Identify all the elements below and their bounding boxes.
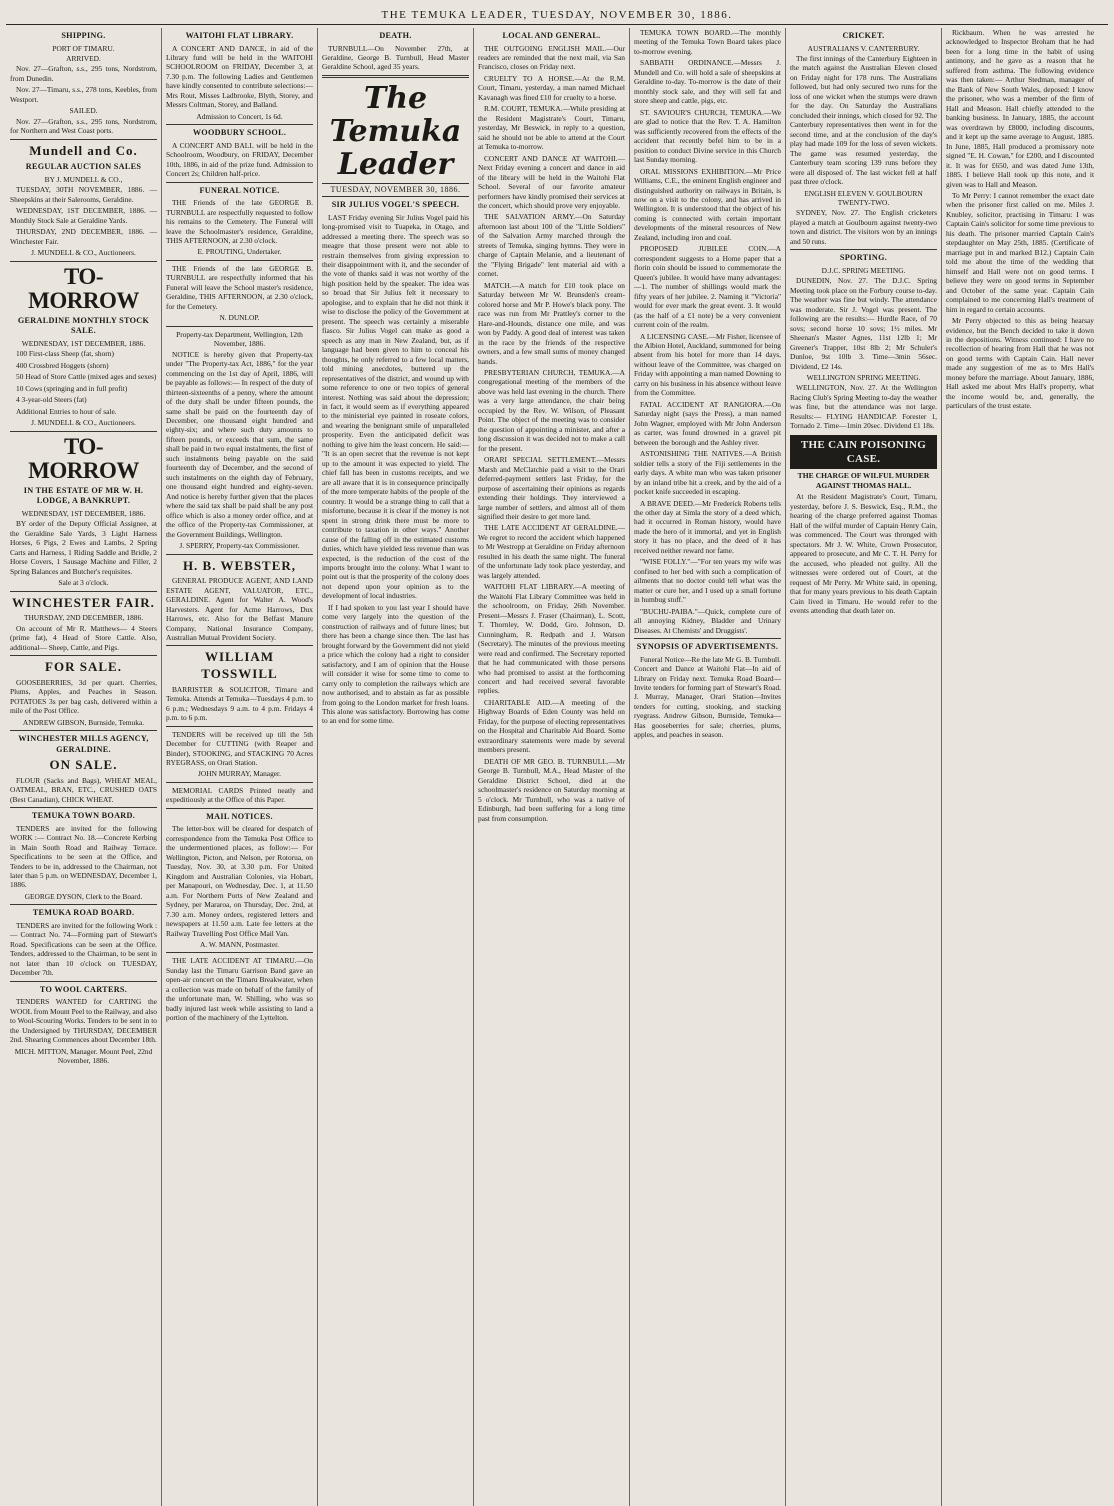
wool-carters-text: TENDERS WANTED for CARTING the WOOL from Mount Peel to the Railway, and also to Wool-Scouring Works. Tenders to be sent in to the Undersigned by THURSDAY, DECEMBER 2nd. Shearing Commences about December 18th. <box>10 997 157 1045</box>
wellington-meeting-text: WELLINGTON, Nov. 27. At the Wellington Racing Club's Spring Meeting to-day the weather was fine, but the attendance was not large. Results:— FLYING HANDICAP. Forester 1, Tornado 2. Time—1min 20sec. Dividend £1 18s. <box>790 383 937 431</box>
estate-date: WEDNESDAY, 1ST DECEMBER, 1886. <box>21 508 146 518</box>
editorial-text-2: If I had spoken to you last year I should have come very largely into the question of the construction of railways and of future lines; but there has been a change since then. The last has brought forward by the Government did not yield a price which the colony had a right to consider satisfactory, and I am of opinion that the House will consider it wise for some time to come to carry only to completion the railways which are now authorised, and to abstain as far as possible from going to the London market for fresh loans. This alone was satisfactory. Borrowing has come to an end for some time. <box>322 602 469 726</box>
memorial-cards: MEMORIAL CARDS Printed neatly and expeditiously at the Office of this Paper. <box>166 785 313 805</box>
on-sale-list: FLOUR (Sacks and Bags), WHEAT MEAL, OATMEAL, BRAN, ETC., CRUSHED OATS (Best Canadian), CHICK WHEAT. <box>10 775 157 804</box>
town-board-heading: TEMUKA TOWN BOARD. <box>31 811 136 821</box>
cain-case-heading: THE CAIN POISONING CASE. <box>790 435 937 469</box>
running-head: THE TEMUKA LEADER, TUESDAY, NOVEMBER 30, 1886. <box>6 8 1108 25</box>
library-heading: WAITOHI FLAT LIBRARY. <box>185 31 294 40</box>
school-heading: WOODBURY SCHOOL. <box>192 128 287 138</box>
news-item: CHARITABLE AID.—A meeting of the Highway Boards of Eden County was held on Friday, for the purpose of electing representatives on the Hospital and Charitable Aid Board. Some extraordinary statements were made by several members present. <box>478 697 625 755</box>
news-item: MATCH.—A match for £10 took place on Saturday between Mr W. Brunsden's cream-colored horse and Mr P. Howe's black pony. The race was run from Mr Prattley's corner to the Hare-and-Hounds, distance one mile, and was won by Paddy. A good deal of interest was taken in the race by the friends of the respective owners, and a few small sums of money changed hands. <box>478 280 625 366</box>
cain-case-subheading: THE CHARGE OF WILFUL MURDER AGAINST THOMAS HALL. <box>797 470 930 490</box>
tosswill-heading: WILLIAM TOSSWILL <box>201 649 278 682</box>
auction-entry: TUESDAY, 30TH NOVEMBER, 1886. —Sheepskins at their Salerooms, Geraldine. <box>10 185 157 204</box>
library-text: A CONCERT AND DANCE, in aid of the Library fund will be held in the WAITOHI SCHOOLROOM on FRIDAY, December 3, at 7.30 p.m. The following Ladies and Gentlemen have kindly consented to contribute selections:—Mrs Rout, Misses Ladbrooke, Blyth, Storey, and Messrs Coltman, Storey, and Balland. <box>166 43 313 110</box>
page-columns <box>6 28 1108 1506</box>
stock-sale-date: WEDNESDAY, 1ST DECEMBER, 1886. <box>21 338 146 348</box>
for-sale-text: GOOSEBERRIES, 3d per quart. Cherries, Plums, Apples, and Peaches in Season. POTATOES 3s per bag cash, delivered within a mile of the Post Office. <box>10 677 157 716</box>
eleven-heading: ENGLISH ELEVEN V. GOULBOURN TWENTY-TWO. <box>804 188 923 207</box>
synopsis-heading: SYNOPSIS OF ADVERTISEMENTS. <box>636 642 779 652</box>
auction-signature: J. MUNDELL & CO., Auctioneers. <box>31 248 136 258</box>
news-item: A LICENSING CASE.—Mr Fisher, licensee of the Albion Hotel, Auckland, summoned for being absent from his hotel for more than 14 days, without leave of the Committee, was charged on Friday with appointing a man named Downing to carry on his business in his absence without leave from the Committee. <box>634 331 781 398</box>
timaru-accident: THE LATE ACCIDENT AT TIMARU.—On Sunday last the Timaru Garrison Band gave an open-air concert on the Timaru Breakwater, when a collection was made on behalf of the family of the unfortunate man, W. Shilling, who was so badly injured last week while assisting to land a portion of the machinery of the Lyttelton. <box>166 956 313 1023</box>
news-item: THE LATE ACCIDENT AT GERALDINE.—We regret to record the accident which happened to Mr Westropp at Geraldine on Friday afternoon resulted in his death the same night. The funeral of the unfortunate lady took place yesterday, and was largely attended. <box>478 523 625 580</box>
funeral-heading: FUNERAL NOTICE. <box>199 185 280 195</box>
sailing-entry: Nov. 27—Grafton, s.s., 295 tons, Nordstrom, for Northern and West Coast ports. <box>10 116 157 136</box>
tosswill-text: BARRISTER & SOLICITOR, Timaru and Temuka. Attends at Temuka—Tuesdays 4 p.m. to 6 p.m.; Wednesdays 9 a.m. to 4 p.m. Fridays 4 p.m. to 6 p.m. <box>166 684 313 723</box>
column-6 <box>786 28 942 1506</box>
road-board-text: TENDERS are invited for the following Work :— Contract No. 74—Forming part of Stewart's Road. Specifications can be seen at the Office. Tenders, addressed to the Chairman, to be sent in not later than 10 o'clock on TUESDAY, December 7th. <box>10 920 157 978</box>
local-news-heading: LOCAL AND GENERAL. <box>502 31 601 40</box>
stock-line: 400 Crossbred Hoggets (shorn) <box>16 360 109 370</box>
mann-signature: A. W. MANN, Postmaster. <box>199 939 280 949</box>
stock-line: 10 Cows (springing and in full profit) <box>16 383 128 393</box>
gibson-signature: ANDREW GIBSON, Burnside, Temuka. <box>22 717 145 727</box>
cricket-subheading: AUSTRALIANS V. CANTERBURY. <box>807 43 920 53</box>
estate-time: Sale at 3 o'clock. <box>58 578 109 588</box>
column-4 <box>474 28 630 1506</box>
news-item: ST. SAVIOUR'S CHURCH, TEMUKA.—We are glad to notice that the Rev. T. A. Hamilton was sufficiently recovered from the effects of the accident that recently befel him to be in a position to conduct Divine service in this Church last Sunday morning. <box>634 107 781 165</box>
stock-line: 50 Head of Store Cattle (mixed ages and sexes) <box>16 372 157 382</box>
news-item: PRESBYTERIAN CHURCH, TEMUKA.—A congregational meeting of the members of the above was held last evening in the church. There was a very large attendance, the chair being occupied by the Rev. W. Wilson, of Pleasant Point. The object of the meeting was to consider the question of appointing a minister, and after a long discussion it was decided not to make a call for the present. <box>478 367 625 453</box>
auction-by: BY J. MUNDELL & CO., <box>44 174 123 184</box>
mitton-signature: MICH. MITTON, Manager. Mount Peel, 22nd November, 1886. <box>14 1046 153 1066</box>
eleven-text: SYDNEY, Nov. 27. The English cricketers played a match at Goulbourn against twenty-two town and district. The visitors won by an innings and 50 runs. <box>790 208 937 246</box>
news-item: THE SALVATION ARMY.—On Saturday afternoon last about 100 of the "Little Soldiers" of the Salvation Army marched through the streets of Temuka, singing hymns. They were in charge of Captain Melanie, and a lieutenant of the "Flying Brigade" lent material aid with a cornet. <box>478 212 625 279</box>
spring-meeting-heading: D.J.C. SPRING MEETING. <box>821 265 906 275</box>
mail-text: The letter-box will be cleared for despatch of correspondence from the Temuka Post Office to the undermentioned places, as follow:— For Wellington, Picton, and Nelson, per Rotorua, on Tuesday, Nov. 30, at 3.30 p.m. For United Kingdom and Australian Colonies, via Hobart, per Manapouri, on Wednesday, Dec. 1, at 11.50 a.m. For Northern Ports of New Zealand and Sydney, per Mararoa, on Thursday, Dec. 2nd, at 7.30 a.m. Money orders, registered letters and newspapers at 11.50 a.m. Late fee letters at the Railway Travelling Post Office Mail Van. <box>166 824 313 938</box>
news-item: ORAL MISSIONS EXHIBITION.—Mr Price Williams, C.E., the eminent English engineer and distinguished authority on railways in Britain, is now on a visit to the colony, and has arrived in Wellington. It is understood that the object of his coming is connected with certain important developments of the mineral resources of New Zealand, including iron and coal. <box>634 166 781 242</box>
prouting-signature: E. PROUTING, Undertaker. <box>197 247 282 257</box>
column-7 <box>942 28 1098 1506</box>
news-item: R.M. COURT, TEMUKA.—While presiding at the Resident Magistrate's Court, Timaru, yesterday, Mr Beswick, in reply to a question, said he should not be able to attend at the Court at Temuka to-morrow. <box>478 104 625 152</box>
firm-name: Mundell and Co. <box>29 142 138 158</box>
masthead-date: TUESDAY, NOVEMBER 30, 1886. <box>322 183 469 197</box>
funeral-text-2: THE Friends of the late GEORGE B. TURNBULL are respectfully informed that his Funeral will leave the School master's residence, Geraldine, THIS AFTERNOON, at 2.30 o'clock, for the Cemetery. <box>166 263 313 311</box>
death-text: TURNBULL—On November 27th, at Geraldine, George B. Turnbull, Head Master Geraldine School, aged 35 years. <box>322 43 469 72</box>
news-item: CONCERT AND DANCE AT WAITOHI.—Next Friday evening a concert and dance in aid of the library will be held in the Waitohi Flat School. Several of our favorite amateur performers have kindly promised their services at the concert, which should prove very enjoyable. <box>478 153 625 210</box>
tax-heading: Property-tax Department, Wellington, 12th November, 1886. <box>176 329 303 349</box>
tomorrow-heading-2: TO-MORROW <box>28 433 139 483</box>
news-item: DEATH OF MR GEO. B. TURNBULL.—Mr George B. Turnbull, M.A., Head Master of the Geraldine District School, died at the schoolmaster's residence on Saturday morning at 5 o'clock. Mr Turnbull, who was a native of Edinburgh, had been suffering for a long time past from consumption. <box>478 756 625 823</box>
stock-sale-heading: GERALDINE MONTHLY STOCK SALE. <box>17 315 150 336</box>
sporting-heading: SPORTING. <box>839 253 888 263</box>
library-admission: Admission to Concert, 1s 6d. <box>196 111 283 121</box>
auction-heading: REGULAR AUCTION SALES <box>25 162 142 172</box>
news-item: FATAL ACCIDENT AT RANGIORA.—On Saturday night (says the Press), a man named John Wagner, employed with Mr John Anderson as carter, was found drowned in a gravel pit between the borough and the Ashley river. <box>634 399 781 447</box>
winchester-date: THURSDAY, 2ND DECEMBER, 1886. <box>23 613 144 623</box>
editorial-text: LAST Friday evening Sir Julius Vogel paid his long-promised visit to Tuapeka, in Otago, and addressed a meeting there. The speech was so meagre that those present were not able to restrain themselves from giving expression to their disappointment with it, and the seconder of the vote of thanks said it was not worthy of the high position held by the speaker. The idea was so broad that Sir Julius felt it necessary to apologise, and to explain that he did not think it wise to disclose the policy of the Government at present. The speech was certainly a miserable fiasco. Sir Julius Vogel can make as good a speech as any man in New Zealand, but, as if language had been given to him to conceal his thoughts, he only referred to a few local matters, told mining anecdotes, buttered up the representatives of the district, and wound up with some reference to one or two topics of general interest. Nothing was said about the depression; in fact, it would seem as if everything appeared to the ministerial eye painted in roseate colors, and wearing the benignant smile of unparalleled prosperity. Even the anticipated deficit was nothing to give him the least concern. He said:— "It is an open secret that the revenue is not kept up to the amount it was expected to yield. The chief fall has been in customs receipts, and we are all aware that it is in consequence principally of the more temperate habits of the people of the country. It would be a strange thing to call that a misfortune, because it is clear if the money is not spent in strong drink there must be more to contribute to taxation in other ways." Another cause of the falling off in the estimated customs duties, which have yielded less revenue than was expected, is the reduction of the cost of the imports brought into the colony. What I want to point out is that the prosperity of the colony does not depend upon your opinion as to the development of local industries. <box>322 212 469 601</box>
auction-signature: J. MUNDELL & CO., Auctioneers. <box>31 418 136 428</box>
road-board-heading: TEMUKA ROAD BOARD. <box>32 908 135 918</box>
stock-line: 4 3-year-old Steers (fat) <box>16 395 87 405</box>
auction-entry: THURSDAY, 2ND DECEMBER, 1886. —Winchester Fair. <box>10 227 157 246</box>
dyson-signature: GEORGE DYSON, Clerk to the Board. <box>24 891 143 901</box>
school-text: A CONCERT AND BALL will be held in the Schoolroom, Woodbury, on FRIDAY, December 10th, 1886, in aid of the prize fund. Admission to Concert 2s; Children half-price. <box>166 140 313 179</box>
arrival-entry: Nov. 27—Timaru, s.s., 278 tons, Keebles, from Westport. <box>10 85 157 104</box>
mills-heading: WINCHESTER MILLS AGENCY, GERALDINE. <box>18 734 149 754</box>
column-1 <box>6 28 162 1506</box>
cricket-text: The first innings of the Canterbury Eighteen in the match against the Australian Eleven closed on Friday night for 178 runs. The Australians followed, but had only secured two runs for the loss of one wicket when the stumps were drawn for the day. On Saturday the Australians concluded their innings, which closed for 92. The Canterbury representatives then went in for the second time, and at the conclusion of the day's play had made 109 for the loss of seven wickets. The game was resumed yesterday, the Canterbury team scoring 139 runs before they were all disposed of. The last wicket fell at half past three o'clock. <box>790 53 937 187</box>
for-sale-heading: FOR SALE. <box>45 659 122 675</box>
cain-case-text: At the Resident Magistrate's Court, Timaru, yesterday, before J. S. Beswick, Esq., R.M., the hearing of the charge preferred against Thomas Hall of the wilful murder of Captain Henry Cain, was commenced. The Court was thronged with spectators. Mr J. W. White, Crown Prosecutor, appeared to prosecute, and Mr C. T. H. Perry for the accused, who pleaded not guilty. All the witnesses were ordered out of Court, at the request of Mr Perry. Mr White said, in opening, that for many years previous to his death Captain Cain lived in Timaru. He would refer to the events attending that death later on. <box>790 492 937 616</box>
news-item: ASTONISHING THE NATIVES.—A British soldier tells a story of the Fiji settlements in the early days. A white man who was taken prisoner by an inland tribe hit a creek, and by the aid of a pocket knife succeeded in escaping. <box>634 449 781 497</box>
estate-text: BY order of the Deputy Official Assignee, at the Geraldine Sale Yards, 3 Light Harness Horses, 6 Pigs, 2 Ewes and Lambs, 2 Spring Carts and Harness, 1 Riding Saddle and Bridle, 2 Horse Covers, 1 Sausage Machine and Filler, 2 Spring Balances and Butcher's requisites. <box>10 519 157 576</box>
ryegrass-tenders: TENDERS will be received up till the 5th December for CUTTING (with Reaper and Binder), STOOKING, and STACKING 70 Acres RYEGRASS, on Orari Station. <box>166 729 313 767</box>
news-item: TEMUKA TOWN BOARD.—The monthly meeting of the Temuka Town Board takes place to-morrow evening. <box>634 28 781 56</box>
column-2 <box>162 28 318 1506</box>
spring-meeting-text: DUNEDIN, Nov. 27. The D.J.C. Spring Meeting took place on the Forbury course to-day. The weather was fine but windy. The attendance was moderate. Sir J. Vogel was present. The following are the results:— Hurdle Race, of 70 sovs; second horse 10 sovs; 1½ miles. Mr Sheenan's Master Agnes, 11st 12lb 1; Mr Greener's Trapper, 10st 8lb 2; Mr Schuler's Dunloe, 9st 10lb 3. Time—3min 56sec. Dividend, £2 14s. <box>790 276 937 371</box>
tax-text: NOTICE is hereby given that Property-tax under "The Property-tax Act, 1886," for the year commencing on the 1st day of April, 1886, will be payable as follows:— In respect of the duty of thirteen-sixteenths of a penny, where the amount of the duty shall be under fifteen pounds, the same shall be paid on the fourteenth day of December, one thousand eight hundred and eighty-six; and where such duty amounts to fifteen pounds, or exceeds that sum, the same shall be paid in two equal instalments, the first of such instalments being payable on the said fourteenth day of December, and the second of such instalments on the eighth day of February, one thousand eight hundred and eighty-seven. And notice is hereby further given that the places where the said tax shall be paid shall be any post office which is also a money order office, and at the office of the Property-tax Commissioner, at the Government Buildings, Wellington. <box>166 349 313 539</box>
port-heading: PORT OF TIMARU. <box>52 43 115 53</box>
news-item: PROPOSED JUBILEE COIN.—A correspondent suggests to a Home paper that a florin coin should be issued to commemorate the Queen's jubilee. It would have many advantages:—1. The number of shillings would mark the fifty years of her jubilee. 2. Naming it "Victoria" would for ever mark the great event. 3. It would (as the half of a £1 note) be a very convenient current coin of the realm. <box>634 244 781 330</box>
sailed-label: SAILED. <box>69 106 98 116</box>
auction-entry: WEDNESDAY, 1ST DECEMBER, 1886. —Monthly Stock Sale at Geraldine Yards. <box>10 206 157 225</box>
news-item: THE OUTGOING ENGLISH MAIL.—Our readers are reminded that the next mail, via San Francisco, closes on Friday next. <box>478 43 625 72</box>
news-item: WAITOHI FLAT LIBRARY.—A meeting of the Waitohi Flat Library Committee was held in the schoolroom, on Friday, 26th November. Present—Messrs J. Fraser (Chairman), L. Scott, T. Thornley, W. Dodd, Gro. Johnson, D. Cunningham, R. Redpath and J. Watson (Secretary). The minutes of the previous meeting were read and confirmed. The Secretary reported that he had communicated with those persons who had promised to assist at the forthcoming concert and had received several favorable replies. <box>478 582 625 696</box>
winchester-heading: WINCHESTER FAIR. <box>12 594 155 610</box>
synopsis-text: Funeral Notice—Re the late Mr G. B. Turnbull. Concert and Dance at Waitohi Flat—In aid of Library on Friday next. Temuka Road Board—Invite tenders for forming part of Stewart's Road. J. Murray, Manager, Orari Station—Invites tenders for cutting, stooking, and stacking ryegrass. Andrew Gibson, Burnside, Temuka—Has gooseberries for sale; cherries, plums, apples, and peaches in season. <box>634 654 781 740</box>
dunlop-signature: N. DUNLOP. <box>219 313 260 323</box>
news-item: CRUELTY TO A HORSE.—At the R.M. Court, Timaru, yesterday, a man named Michael Kavanagh was fined £10 for cruelty to a horse. <box>478 73 625 102</box>
wool-carters-heading: TO WOOL CARTERS. <box>39 984 128 994</box>
trial-evidence: Mr Perry objected to this as being hearsay evidence, but the Bench decided to take it down in the depositions. Witness continued: I have no recollection of hearing from Hall that he was not on good terms with Captain Cain. Hall never made any suggestion of me as to Mrs Hall's money before the marriage. About January, 1886, Hall asked me about Mrs Hall's property, what the income would be, and, generally, the particulars of the trust estate. <box>946 316 1094 411</box>
trial-evidence: Rickbaum. When he was arrested he acknowledged to Inspector Broham that he had been for a long time in the habit of using antimony, and he gave as a reason that he suffered from asthma. The following evidence was then taken:— Arthur Stedman, manager of the Bank of New South Wales, deposed: I know the prisoner, who was a member of the firm of Hall and Meason. Hall chiefly attended to the banking business. In January, 1885, the account was overdrawn by £8000, including discounts, and it kept up the same average to August, 1885. In June, 1885, Hall produced a promissory note signed "E. H. Cowan," for £200, and I discounted it. It was for £650, and was dated June 13th, 1885. I believe Hall took up this note, and it given was to Hall and Meason. <box>946 28 1094 189</box>
webster-text: GENERAL PRODUCE AGENT, AND LAND ESTATE AGENT, VALUATOR, ETC., GERALDINE. Agent for Walter A. Wood's Harvesters. Agent for Acme Harrows, Dux Harrows, etc. Also for the Belfast Manure Company, National Insurance Company, Australian Mutual Provident Society. <box>166 576 313 642</box>
news-item: ORARI SPECIAL SETTLEMENT.—Messrs Marsh and McClatchie paid a visit to the Orari deferred-payment settlers last Friday, for the purpose of ascertaining their opinions as regards extending their holdings. They interviewed a large number of settlers, and almost all of them signified their desire to get more land. <box>478 455 625 521</box>
shipping-heading: SHIPPING. <box>61 31 106 40</box>
stock-line: Additional Entries to hour of sale. <box>16 406 117 416</box>
cricket-heading: CRICKET. <box>842 31 885 40</box>
stock-line: 100 First-class Sheep (fat, shorn) <box>16 349 114 359</box>
murray-signature: JOHN MURRAY, Manager. <box>198 769 281 779</box>
webster-heading: H. B. WEBSTER, <box>182 557 297 573</box>
winchester-text: On account of Mr R. Matthews— 4 Steers (prime fat), 4 Head of Store Cattle. Also, additional— Sheep, Cattle, and Pigs. <box>10 623 157 652</box>
arrival-entry: Nov. 27—Grafton, s.s., 295 tons, Nordstrom, from Dunedin. <box>10 64 157 83</box>
tomorrow-heading: TO-MORROW <box>28 263 139 313</box>
wellington-meeting-heading: WELLINGTON SPRING MEETING. <box>806 373 921 382</box>
news-item: "BUCHU-PAIBA."—Quick, complete cure of all annoying Kidney, Bladder and Urinary Diseases. At Chemists' and Druggists'. <box>634 606 781 635</box>
column-5 <box>630 28 786 1506</box>
mail-heading: MAIL NOTICES. <box>206 811 273 821</box>
news-item: A BRAVE DEED.—Mr Frederick Roberts tells the other day at Simla the story of a deed which, had it occurred in Roman history, would have made the hero of it immortal, and yet in English story it has no place, and the deed of it has received neither reward nor fame. <box>634 498 781 555</box>
news-item: SABBATH ORDINANCE.—Messrs J. Mundell and Co. will hold a sale of sheepskins at Geraldine to-day. To-morrow is the date of their monthly stock sale, and they will sell fat and store sheep and cattle, pigs, etc. <box>634 58 781 106</box>
column-3 <box>318 28 474 1506</box>
estate-heading: IN THE ESTATE OF MR W. H. LODGE, A BANKRUPT. <box>23 485 144 506</box>
trial-evidence: To Mr Perry: I cannot remember the exact date when the prisoner first called on me. Miles J. Knubley, solicitor, practising in Timaru: I was Captain Cain's solicitor for some time previous to his death. The prisoner married Captain Cain's stepdaughter on May 25th, 1885. (Certificate of marriage put in and marked B12.) Captain Cain told me about the time of the wedding that himself and Hall were not on good terms. I believe they were on good terms in September and October of the same year. Captain Cain complained to me concerning Hall's treatment of him in regard to certain accounts. <box>946 190 1094 314</box>
funeral-text: THE Friends of the late GEORGE B. TURNBULL are respectfully requested to follow his remains to the Cemetery. The Funeral will leave the Schoolmaster's residence, Geraldine, THIS AFTERNOON, at 2.30 o'clock. <box>166 198 313 245</box>
town-board-text: TENDERS are invited for the following WORK :— Contract No. 18.—Concrete Kerbing in Main South Road and Railway Terrace. Specifications to be seen at the Office, and Tenders to be in, addressed to the Chairman, not later than 5 p.m. on WEDNESDAY, December 1, 1886. <box>10 823 157 890</box>
editorial-heading: SIR JULIUS VOGEL'S SPEECH. <box>331 200 460 210</box>
death-heading: DEATH. <box>379 31 412 40</box>
arrived-label: ARRIVED. <box>66 53 101 63</box>
news-item: "WISE FOLLY."—"For ten years my wife was confined to her bed with such a complication of ailments that no doctor could tell what was the matter or cure her, and I used up a small fortune in humbug stuff." <box>634 557 781 605</box>
masthead-title: The Temuka Leader <box>329 80 462 182</box>
on-sale-heading: ON SALE. <box>49 757 118 773</box>
sperry-signature: J. SPERRY, Property-tax Commissioner. <box>179 541 300 551</box>
